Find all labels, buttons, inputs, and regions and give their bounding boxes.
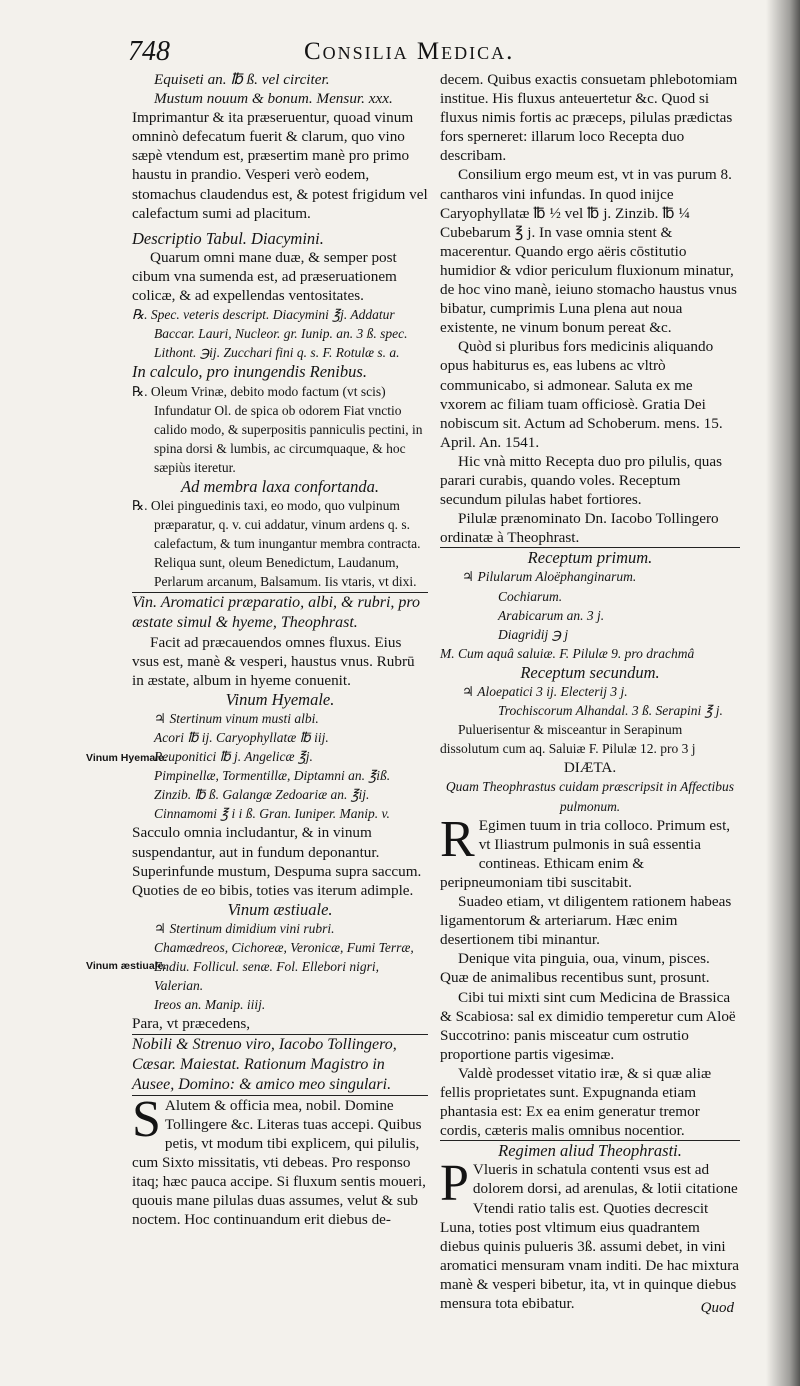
- margin-note-hyemale: Vinum Hyemale.: [86, 752, 167, 764]
- heading-receptum-secundum: Receptum secundum.: [520, 662, 660, 682]
- recipe-line: Equiseti an. ℔ ß. vel circiter.: [154, 71, 330, 88]
- paragraph-salutem: [132, 1090, 428, 1230]
- paragraph-pulueris-text: Vlueris in schatula contenti vsus est ad dolorem dorsi, ad arenulas, & lotii citatione Vtendi ratio talis est. Quoties decrescit Luna, toties post vltimum eius quadrantem diebus quinis pulueris 3ß. assumi debet, in vini aromatici mensuram vnam inditi. De hac mixtura manè & vesperi bibetur, ita, vt in quinque diebus mensura tota ebibatur.: [440, 1161, 740, 1312]
- paragraph-descriptio: Quarum omni mane duæ, & semper post cibum vna sumenda est, ad præseruationem colicæ, & ad expellendas ventositates.: [132, 248, 397, 305]
- paragraph-cibi: Cibi tui mixti sint cum Medicina de Brassica & Scabiosa: sal ex dimidio temperetur cum Aloë Succotrino: panis misceatur cum ostrutio proportione partis vigesimæ.: [440, 988, 736, 1063]
- recipe-line: ♃ Pilularum Aloëphanginarum.: [462, 569, 637, 585]
- drop-capital: R: [440, 810, 475, 868]
- heading-descriptio: Descriptio Tabul. Diacymini.: [132, 228, 324, 248]
- drop-capital: S: [132, 1090, 161, 1148]
- paragraph-denique: Denique vita pinguia, oua, vinum, pisces. Quæ de animalibus recentibus sunt, prosunt.: [440, 950, 710, 987]
- recipe-line: ♃ Aloepatici 3 ij. Electerij 3 j.: [462, 684, 628, 699]
- paragraph-consilium: Consilium ergo meum est, vt in vas purum 8. cantharos vini infundas. In quod inijce Caryophyllatæ ℔ ½ vel ℔ j. Zinzib. ℔ ¼ Cubebarum ℥ j. In vase omnia stent & macerentur. Quando ergo aëris cōstitutio humidior & vdior periculum fluxionum minatur, de hoc vino manè, ieiuno stomacho haustus vnus bibatur, cumprimis Luna plena aut noua existente, ne vinum bonum pereat &c.: [440, 166, 737, 337]
- heading-aestiuale: Vinum æstiuale.: [227, 899, 333, 919]
- recipe-line: Trochiscorum Alhandal. 3 ß. Serapini ℥ j.: [498, 703, 723, 719]
- recipe-calculo: ℞. Oleum Vrinæ, debito modo factum (vt scis) Infundatur Ol. de spica ob odorem Fiat vnctio calido modo, & superpositis panniculis pectini, in spina dorsi & lumbis, ac circumquaque, & hoc sæpiùs iteretur.: [132, 383, 423, 475]
- paragraph-sacculo: Sacculo omnia includantur, & in vinum suspendantur, aut in fundum deponantur. Superinfunde mustum, Despuma supra saccum. Quoties de eo bibis, toties vas iterum adimple.: [132, 824, 422, 899]
- recipe-line: Pimpinellæ, Tormentillæ, Diptamni an. ℥iß.: [154, 768, 391, 784]
- paragraph-decem: decem. Quibus exactis consuetam phlebotomiam institue. His fluxus anteuertetur &c. Quod si fluxus nimis fortis ac præceps, pilulas prædictas fors sperneret: illarum loco Recepta duo describam.: [440, 71, 738, 165]
- recipe-line: M. Cum aquâ saluiæ. F. Pilulæ 9. pro drachmâ: [440, 645, 695, 661]
- paragraph-quod: Quòd si pluribus fors medicinis aliquando opus habiturus es, eas lubens ac vltrò communicabo, si admonear. Saluta ex me vxorem ac filiam tuam officiosè. Gratia Dei nobiscum sit. Actum ad Schoberum. mens. 15. April. An. 1541.: [440, 338, 723, 451]
- heading-vin-aromatici: Vin. Aromatici præparatio, albi, & rubri, pro æstate simul & hyeme, Theophrast.: [132, 593, 421, 631]
- paragraph-valde: Valdè prodesset vitatio iræ, & si quæ aliæ fellis proprietates sunt. Expugnanda etiam phantasia est: Ex ea enim generatur tremor cordis, cæteris malis omnibus nocentior.: [440, 1064, 712, 1140]
- heading-calculo: In calculo, pro inungendis Renibus.: [132, 362, 367, 382]
- heading-nobili: Nobili & Strenuo viro, Iacobo Tollingero, Cæsar. Maiestat. Rationum Magistro in Ausee, Domino: & amico meo singulari.: [132, 1035, 397, 1093]
- recipe-line: Cinnamomi ℥ i i ß. Gran. Iuniper. Manip. v.: [154, 806, 390, 822]
- paragraph-salutem-text: Alutem & officia mea, nobil. Domine Tollingere &c. Literas tuas accepi. Quibus petis, vt modum tibi explicem, qui pilulis, cum Sixto missitatis, vti debeas. Pro responso itaq; hæc pauca accipe. Si fluxum sentis moueri, quouis mane pilulas duas assumes, velut & sub noctem. Hoc continuandum erit diebus de-: [132, 1096, 426, 1229]
- paragraph-imprimantur: Imprimantur & ita præseruentur, quoad vinum omninò defecatum fuerit & clarum, quo vino sæpè vtendum est, præsertim manè pro primo haustu in prandio. Vesperi verò eodem, stomachus claudendus est, & potest frigidum vel calefactum sumi ad placitum.: [132, 109, 428, 222]
- paragraph-vin: Facit ad præcauendos omnes fluxus. Eius vsus est, manè & vesperi, haustus vnus. Rubrū in æstate, album in hyeme conuenit.: [132, 633, 415, 689]
- drop-capital: P: [440, 1155, 469, 1213]
- paragraph-hic: Hic vnà mitto Recepta duo pro pilulis, quas parari curabis, quando voles. Receptum secundum pilulas habet fortiores.: [440, 452, 723, 509]
- paragraph-pulueris: [440, 1155, 740, 1313]
- left-column: [132, 70, 428, 1229]
- recipe-line: ♃ Stertinum dimidium vini rubri.: [154, 920, 335, 936]
- margin-note-aestiuale: Vinum æstiuale.: [86, 960, 167, 972]
- heading-regimen-aliud: Regimen aliud Theophrasti.: [498, 1141, 682, 1161]
- subheading-diaeta: Quam Theophrastus cuidam præscripsit in Affectibus pulmonum.: [445, 779, 735, 814]
- catchword: Quod: [700, 1300, 734, 1316]
- recipe-line: ♃ Stertinum vinum musti albi.: [154, 710, 319, 726]
- paragraph-suadeo: Suadeo etiam, vt diligentem rationem habeas ligamentorum & arteriarum. Hæc enim desertionem tibi minantur.: [440, 893, 732, 949]
- paragraph-pulueris-serap: Puluerisentur & misceantur in Serapinum dissolutum cum aq. Saluiæ F. Pilulæ 12. pro 3 j: [440, 722, 696, 757]
- page-number: 748: [128, 36, 170, 67]
- heading-diaeta: DIÆTA.: [563, 759, 617, 777]
- paragraph-regimen-text: Egimen tuum in tria colloco. Primum est, vt Iliastrum pulmonis in suâ essentia contineas. Ethicam enim & peripneumoniam tibi suscitabit.: [440, 816, 731, 891]
- recipe-diacymini: ℞. Spec. veteris descript. Diacymini ℥j. Addatur Baccar. Lauri, Nucleor. gr. Iunip. an. 3 ß. spec. Lithont. ℈ij. Zucchari fini q. s. F. Rotulæ s. a.: [132, 307, 408, 361]
- page-header: [128, 36, 788, 70]
- recipe-line: Acori ℔ ij. Caryophyllatæ ℔ iij.: [154, 730, 329, 745]
- binding-shadow: [766, 0, 800, 1386]
- recipe-line: Diagridij ℈ j: [498, 626, 569, 642]
- recipe-membra: ℞. Olei pinguedinis taxi, eo modo, quo vulpinum præparatur, q. v. cui addatur, vinum ardens q. s. calefactum, & tum inungantur membra contracta. Reliqua sunt, oleum Benedictum, Laudanum, Perlarum arcanum, Balsamum. Iis vtaris, vt dixi.: [132, 498, 421, 590]
- paragraph-pilulae: Pilulæ prænominato Dn. Iacobo Tollingero ordinatæ à Theophrast.: [440, 510, 719, 547]
- recipe-line: Mustum nouum & bonum. Mensur. xxx.: [154, 90, 393, 108]
- paragraph-regimen: [440, 810, 740, 892]
- recipe-line: Chamædreos, Cichoreæ, Veronicæ, Fumi Terræ, Endiu. Follicul. senæ. Fol. Ellebori nigri, Valerian.: [154, 940, 414, 994]
- heading-hyemale: Vinum Hyemale.: [225, 689, 335, 709]
- right-column: [440, 70, 740, 1313]
- recipe-line: Arabicarum an. 3 j.: [498, 607, 605, 623]
- heading-receptum-primum: Receptum primum.: [527, 548, 653, 568]
- running-title: Consilia Medica.: [304, 38, 515, 65]
- recipe-line: Cochiarum.: [498, 588, 563, 604]
- recipe-line: Ireos an. Manip. iiij.: [154, 997, 266, 1013]
- paragraph-para: Para, vt præcedens,: [132, 1015, 251, 1033]
- recipe-line: Zinzib. ℔ ß. Galangæ Zedoariæ an. ℥ij.: [154, 787, 370, 803]
- recipe-line: Reuponitici ℔ j. Angelicæ ℥j.: [154, 749, 313, 765]
- heading-membra: Ad membra laxa confortanda.: [181, 476, 379, 496]
